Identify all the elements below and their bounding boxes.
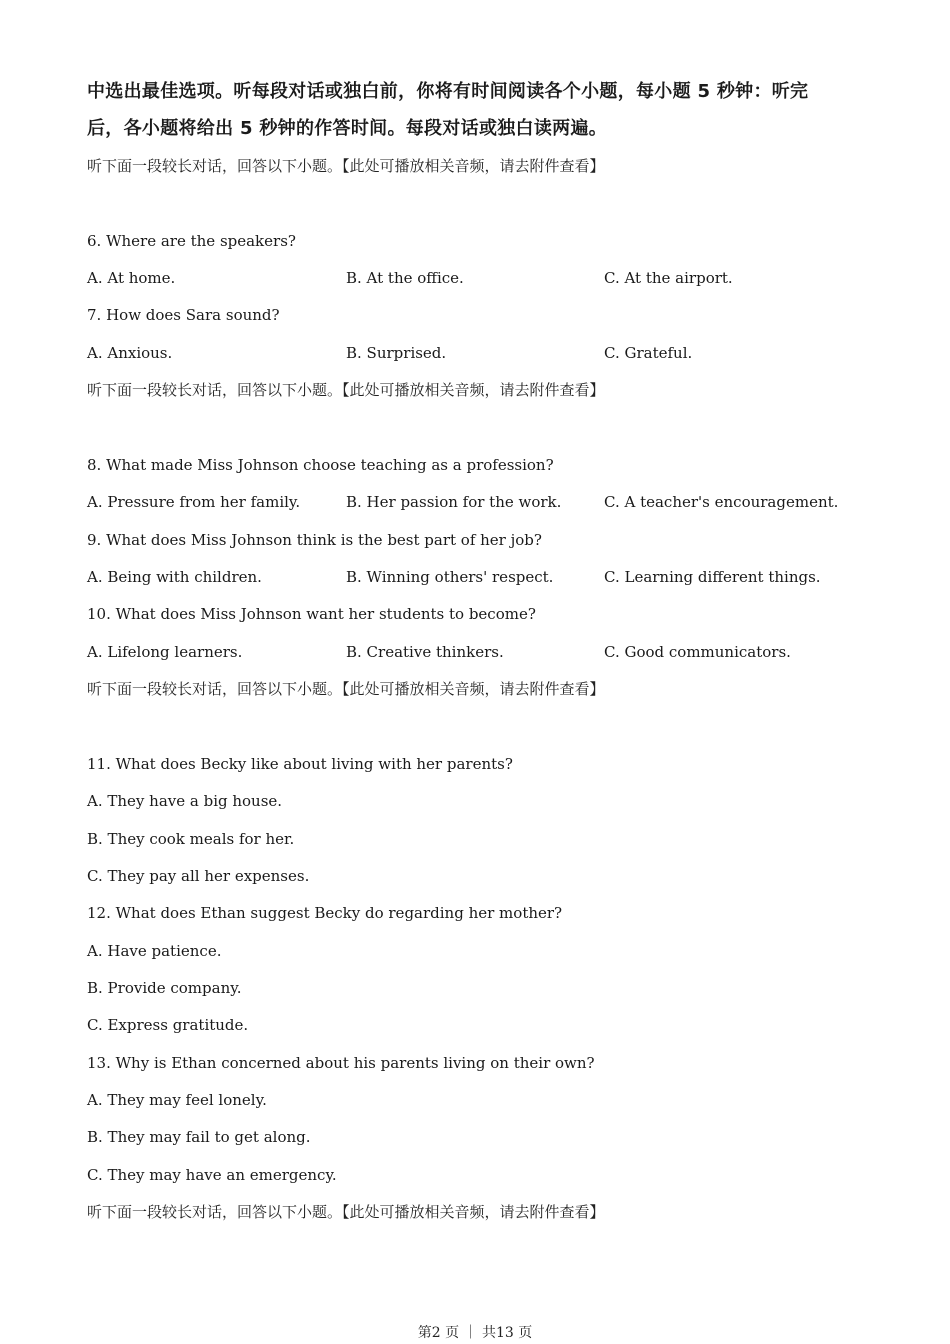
question-7-stem: 7. How does Sara sound? — [87, 306, 280, 324]
question-8-option-a: A. Pressure from her family. — [87, 493, 301, 511]
question-13-option-a: A. They may feel lonely. — [87, 1091, 267, 1109]
audio-note-4: 听下面一段较长对话，回答以下小题。【此处可播放相关音频，请去附件查看】 — [87, 1203, 605, 1221]
question-8-option-b: B. Her passion for the work. — [346, 493, 562, 511]
audio-note-1: 听下面一段较长对话，回答以下小题。【此处可播放相关音频，请去附件查看】 — [87, 157, 605, 175]
question-9-option-b: B. Winning others' respect. — [346, 568, 554, 586]
question-10-option-a: A. Lifelong learners. — [87, 643, 243, 661]
question-6-option-b: B. At the office. — [346, 269, 464, 287]
instructions-line-2: 后，各小题将给出 5 秒钟的作答时间。每段对话或独白读两遍。 — [87, 118, 608, 139]
question-6-option-a: A. At home. — [87, 269, 176, 287]
audio-note-2: 听下面一段较长对话，回答以下小题。【此处可播放相关音频，请去附件查看】 — [87, 381, 605, 399]
instructions-line-1: 中选出最佳选项。听每段对话或独白前，你将有时间阅读各个小题，每小题 5 秒钟：听完 — [87, 81, 809, 102]
question-7-option-a: A. Anxious. — [87, 344, 173, 362]
question-11-option-a: A. They have a big house. — [87, 792, 283, 810]
question-13-stem: 13. Why is Ethan concerned about his parents living on their own? — [87, 1054, 595, 1072]
page-footer: 第2 页 ｜ 共13 页 — [417, 1325, 533, 1341]
question-10-option-c: C. Good communicators. — [604, 643, 791, 661]
question-8-option-c: C. A teacher's encouragement. — [604, 493, 839, 511]
question-11-stem: 11. What does Becky like about living with her parents? — [87, 755, 513, 773]
question-6-option-c: C. At the airport. — [604, 269, 733, 287]
question-11-option-b: B. They cook meals for her. — [87, 830, 295, 848]
question-7-option-b: B. Surprised. — [346, 344, 447, 362]
question-10-option-b: B. Creative thinkers. — [346, 643, 504, 661]
question-9-stem: 9. What does Miss Johnson think is the best part of her job? — [87, 531, 542, 549]
question-9-option-a: A. Being with children. — [87, 568, 262, 586]
question-11-option-c: C. They pay all her expenses. — [87, 867, 310, 885]
question-10-stem: 10. What does Miss Johnson want her students to become? — [87, 605, 536, 623]
audio-note-3: 听下面一段较长对话，回答以下小题。【此处可播放相关音频，请去附件查看】 — [87, 680, 605, 698]
question-13-option-c: C. They may have an emergency. — [87, 1166, 337, 1184]
question-7-option-c: C. Grateful. — [604, 344, 693, 362]
question-12-option-c: C. Express gratitude. — [87, 1016, 249, 1034]
question-12-option-b: B. Provide company. — [87, 979, 242, 997]
question-6-stem: 6. Where are the speakers? — [87, 232, 296, 250]
question-13-option-b: B. They may fail to get along. — [87, 1128, 311, 1146]
question-9-option-c: C. Learning different things. — [604, 568, 821, 586]
question-12-stem: 12. What does Ethan suggest Becky do regarding her mother? — [87, 904, 563, 922]
question-12-option-a: A. Have patience. — [87, 942, 222, 960]
question-8-stem: 8. What made Miss Johnson choose teaching as a profession? — [87, 456, 554, 474]
